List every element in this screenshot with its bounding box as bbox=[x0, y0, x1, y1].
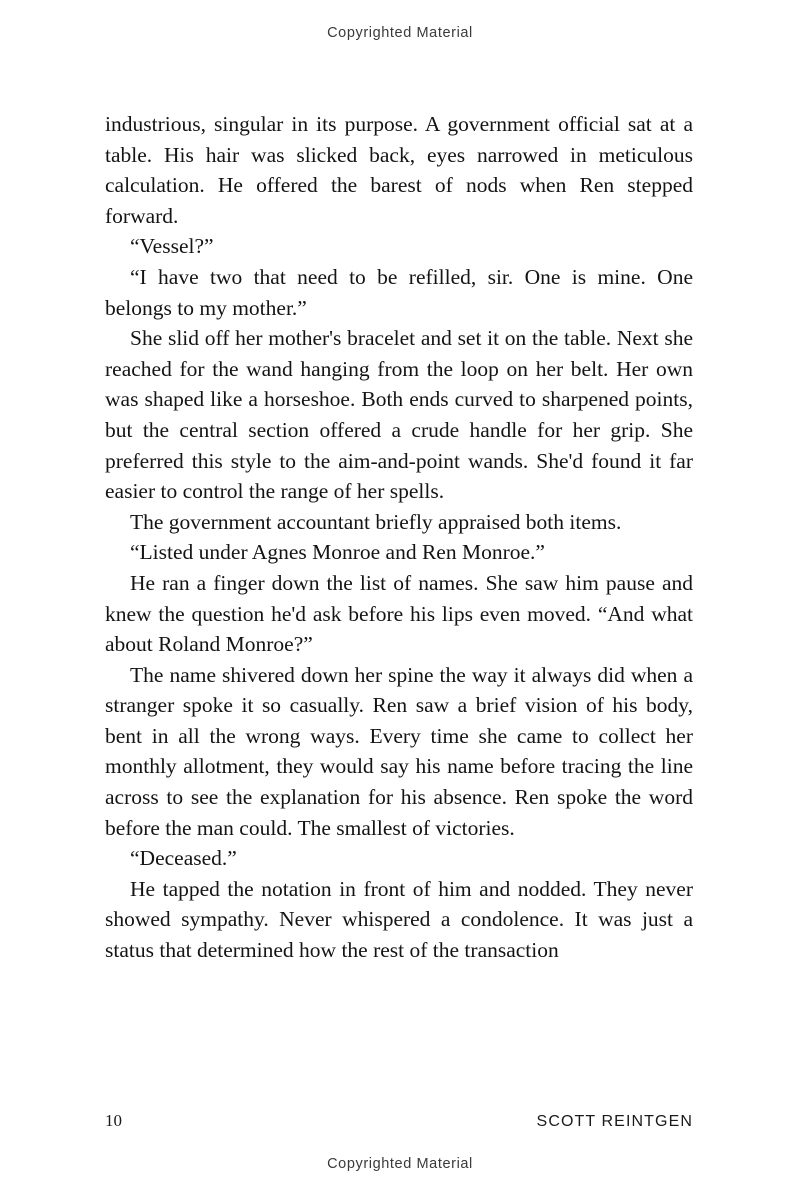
paragraph: industrious, singular in its purpose. A government official sat at a table. His hair was slicked back, eyes narrowed in meticulous calculation. He offered the barest of nods when Ren stepped forward. bbox=[105, 112, 693, 228]
page-footer bbox=[105, 1111, 693, 1131]
copyright-watermark-bottom: Copyrighted Material bbox=[327, 1156, 473, 1172]
page-number: 10 bbox=[105, 1111, 122, 1130]
paragraph: The name shivered down her spine the way it always did when a stranger spoke it so casually. Ren saw a brief vision of his body, bent in all the wrong ways. Every time she came to collect her monthly allotment, they would say his name before tracing the line across to see the explanation for his absence. Ren spoke the word before the man could. The smallest of victories. bbox=[105, 662, 693, 840]
copyright-watermark-top: Copyrighted Material bbox=[327, 25, 473, 41]
paragraph: He ran a finger down the list of names. She saw him pause and knew the question he'd ask before his lips even moved. “And what about Roland Monroe?” bbox=[105, 570, 693, 657]
paragraph: The government accountant briefly appraised both items. bbox=[130, 509, 622, 534]
running-head-author: SCOTT REINTGEN bbox=[536, 1113, 693, 1130]
paragraph: “Listed under Agnes Monroe and Ren Monroe.” bbox=[130, 540, 545, 565]
page-body-text bbox=[105, 109, 693, 966]
paragraph: “I have two that need to be refilled, sir. One is mine. One belongs to my mother.” bbox=[105, 264, 693, 320]
paragraph: She slid off her mother's bracelet and set it on the table. Next she reached for the wand hanging from the loop on her belt. Her own was shaped like a horseshoe. Both ends curved to sharpened points, but the central section offered a crude handle for her grip. She preferred this style to the aim-and-point wands. She'd found it far easier to control the range of her spells. bbox=[105, 326, 693, 504]
paragraph: “Vessel?” bbox=[130, 234, 214, 259]
paragraph: He tapped the notation in front of him and nodded. They never showed sympathy. Never whispered a condolence. It was just a status that determined how the rest of the transaction bbox=[105, 876, 693, 963]
paragraph: “Deceased.” bbox=[130, 846, 237, 871]
